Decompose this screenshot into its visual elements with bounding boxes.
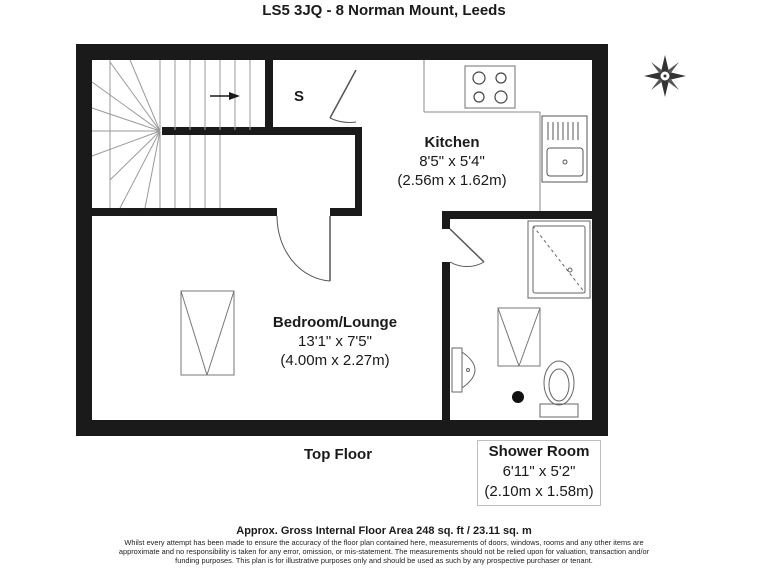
kitchen-label [372, 133, 532, 190]
kitchen-imperial: 8'5" x 5'4" [419, 153, 485, 170]
bedroom-imperial: 13'1" x 7'5" [298, 333, 372, 350]
hob-icon [465, 66, 515, 108]
shower-room-metric: (2.10m x 1.58m) [484, 483, 594, 500]
bedroom-skylight [181, 291, 234, 375]
shower-room-door [450, 229, 484, 267]
compass-rose-icon [644, 55, 686, 97]
toilet-icon [540, 361, 578, 417]
kitchen-name: Kitchen [424, 134, 480, 151]
bedroom-label [252, 313, 418, 370]
store-label: S [294, 88, 305, 105]
shower-room-imperial: 6'11" x 5'2" [502, 463, 576, 480]
shower-tray-icon [528, 221, 590, 298]
gross-area: Approx. Gross Internal Floor Area 248 sq. ft / 23.11 sq. m [236, 525, 532, 537]
shower-room-name: Shower Room [488, 443, 590, 460]
bedroom-name: Bedroom/Lounge [272, 314, 398, 331]
floor-label: Top Floor [304, 446, 373, 463]
disclaimer-text: Whilst every attempt has been made to ensure the accuracy of the floor plan contained here, measurements of doors, windows, rooms and any other items are approximate and no responsibility is taken for any error, omission, or mis-statement. The measurements should not be relied upon for valuation, transaction and/or funding purposes. This plan is for illustrative purposes only and should be used as such by any prospective purchaser or tenant. [118, 538, 650, 566]
shower-room-label [477, 440, 601, 506]
plan-title: LS5 3JQ - 8 Norman Mount, Leeds [262, 2, 506, 19]
sink-icon [542, 116, 587, 182]
kitchen-metric: (2.56m x 1.62m) [397, 172, 507, 189]
store-door [330, 70, 356, 122]
soil-stack-icon [512, 391, 524, 403]
bedroom-door [277, 216, 330, 281]
bedroom-metric: (4.00m x 2.27m) [280, 352, 390, 369]
shower-room-skylight [498, 308, 540, 366]
basin-icon [452, 348, 475, 392]
